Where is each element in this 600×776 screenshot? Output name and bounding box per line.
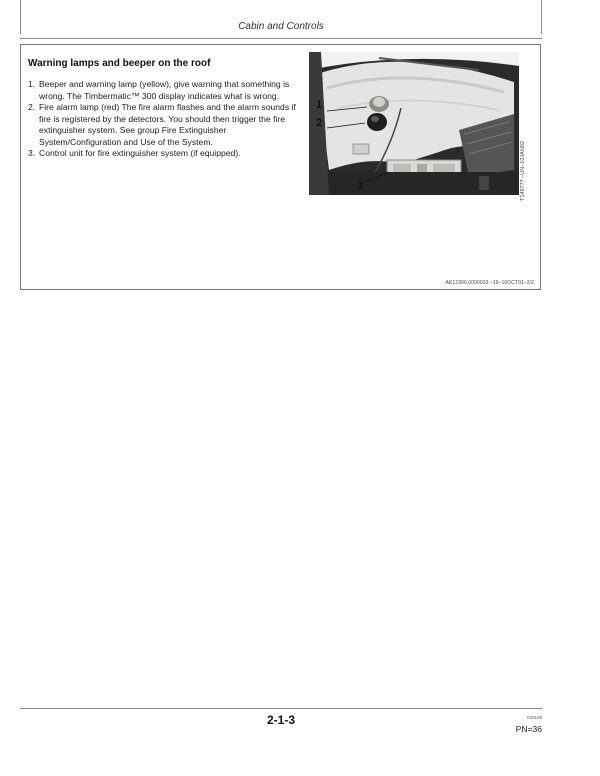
item-number: 3.: [28, 148, 36, 158]
list-item: [28, 102, 298, 148]
item-number: 1.: [28, 79, 36, 89]
section-title: Warning lamps and beeper on the roof: [28, 58, 211, 69]
list-item: [28, 148, 298, 160]
item-list: [28, 79, 298, 160]
cab-roof-photo: [309, 52, 519, 195]
item-text: Fire alarm lamp (red) The fire alarm flashes and the alarm sounds if fire is registered by the detectors. You should then trigger the fire extinguisher system. See group Fire Extinguisher System/Configuration and Use of the System.: [39, 102, 296, 147]
callout-3: 3: [357, 180, 364, 192]
footer-divider: [20, 708, 542, 709]
footer-date-code: 020105: [526, 715, 542, 720]
callout-1: 1: [316, 99, 323, 111]
figure-id: T149777 –UN–10JAN02: [520, 141, 526, 201]
header-divider: [20, 38, 542, 39]
cab-roof-illustration: [309, 52, 519, 195]
item-text: Control unit for fire extinguisher system (if equipped).: [39, 148, 241, 158]
warning-lamps-section: [20, 44, 541, 290]
callout-2: 2: [316, 117, 323, 129]
footer-pn: PN=36: [515, 724, 542, 734]
list-item: [28, 79, 298, 102]
document-code: AK12300,0000033 –19–10OCT01–2/2: [445, 280, 534, 286]
chapter-title: Cabin and Controls: [238, 21, 324, 32]
item-number: 2.: [28, 102, 36, 112]
item-text: Beeper and warning lamp (yellow), give warning that something is wrong. The Timbermatic™ 300 display indicates what is wrong.: [39, 79, 290, 101]
page-number: 2-1-3: [266, 713, 295, 727]
